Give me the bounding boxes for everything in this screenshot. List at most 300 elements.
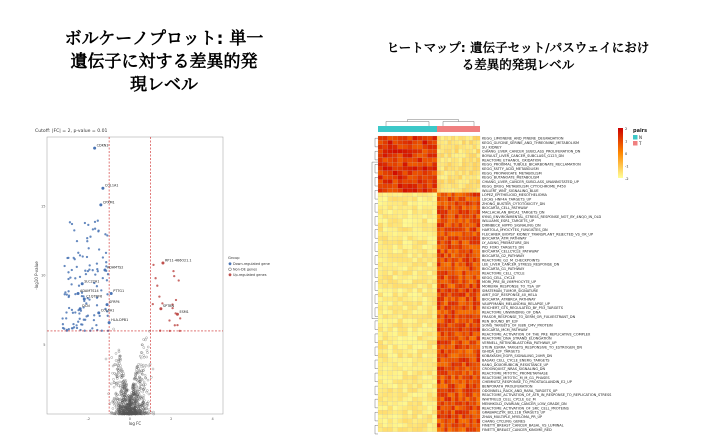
volcano-point-down — [106, 293, 108, 295]
heatmap-cell — [422, 297, 427, 301]
heatmap-cell — [388, 293, 393, 297]
heatmap-cell — [412, 210, 417, 214]
heatmap-cell — [412, 327, 417, 331]
heatmap-cell — [437, 345, 441, 349]
heatmap-cell — [444, 184, 448, 188]
heatmap-cell — [448, 184, 452, 188]
heatmap-cell — [408, 149, 413, 153]
heatmap-cell — [412, 184, 417, 188]
heatmap-cell — [417, 301, 422, 305]
heatmap-cell — [448, 388, 452, 392]
heatmap-cell — [444, 158, 448, 162]
volcano-point-down — [74, 293, 76, 295]
heatmap-cell — [408, 345, 413, 349]
heatmap-cell — [476, 223, 480, 227]
heatmap-cell — [388, 380, 393, 384]
heatmap-cell — [441, 314, 445, 318]
heatmap-cell — [444, 327, 448, 331]
heatmap-cell — [448, 397, 452, 401]
heatmap-cell — [388, 336, 393, 340]
heatmap-cell — [378, 306, 383, 310]
heatmap-cell — [383, 301, 388, 305]
heatmap-cell — [455, 336, 459, 340]
heatmap-cell — [378, 349, 383, 353]
heatmap-cell — [412, 262, 417, 266]
heatmap-cell — [378, 327, 383, 331]
heatmap-cell — [455, 393, 459, 397]
heatmap-annotation-T — [437, 126, 480, 132]
heatmap-cell — [408, 219, 413, 223]
heatmap-cell — [437, 140, 441, 144]
heatmap-row-label: LOPEZ_EPITHELIOID_MESOTHELIOMA — [482, 193, 547, 198]
heatmap-cell — [427, 145, 432, 149]
heatmap-cell — [451, 401, 455, 405]
volcano-point-up — [152, 303, 154, 305]
heatmap-cell — [451, 297, 455, 301]
dendrogram-branch — [375, 269, 378, 278]
heatmap-cell — [462, 345, 466, 349]
heatmap-cell — [393, 280, 398, 284]
heatmap-cell — [388, 388, 393, 392]
volcano-y-tick-label: 10 — [41, 273, 46, 278]
volcano-point-up — [158, 295, 160, 297]
heatmap-cell — [444, 332, 448, 336]
heatmap-cell — [437, 327, 441, 331]
heatmap-cell — [473, 149, 477, 153]
heatmap-cell — [441, 136, 445, 140]
heatmap-cell — [466, 180, 470, 184]
heatmap-cell — [444, 319, 448, 323]
heatmap-cell — [408, 297, 413, 301]
heatmap-cell — [451, 232, 455, 236]
heatmap-colorbar-tick: -1 — [625, 164, 629, 169]
heatmap-cell — [437, 227, 441, 231]
heatmap-cell — [422, 271, 427, 275]
heatmap-cell — [422, 384, 427, 388]
heatmap-cell — [469, 332, 473, 336]
heatmap-cell — [444, 301, 448, 305]
heatmap-cell — [432, 319, 437, 323]
heatmap-cell — [469, 367, 473, 371]
heatmap-cell — [459, 414, 463, 418]
heatmap-cell — [437, 319, 441, 323]
heatmap-cell — [473, 427, 477, 431]
heatmap-cell — [455, 240, 459, 244]
heatmap-cell — [462, 397, 466, 401]
heatmap-cell — [476, 362, 480, 366]
heatmap-cell — [403, 258, 408, 262]
heatmap-row-label: REACTOME_DNA_STRAND_ELONGATION — [482, 336, 552, 341]
heatmap-cell — [462, 323, 466, 327]
heatmap-cell — [388, 240, 393, 244]
volcano-point-down — [69, 276, 71, 278]
volcano-gene-label: COL1A1 — [104, 183, 119, 188]
heatmap-row-label: REACTOME_ETHANOL_OXIDATION — [482, 158, 542, 163]
heatmap-cell — [469, 145, 473, 149]
heatmap-cell — [462, 253, 466, 257]
volcano-gene-label: CPXM1 — [102, 200, 115, 205]
heatmap-cell — [432, 401, 437, 405]
heatmap-cell — [408, 280, 413, 284]
heatmap-cell — [476, 410, 480, 414]
volcano-plot-title — [18, 28, 310, 97]
heatmap-cell — [388, 262, 393, 266]
heatmap-cell — [432, 419, 437, 423]
heatmap-cell — [403, 223, 408, 227]
heatmap-cell — [378, 410, 383, 414]
heatmap-cell — [393, 158, 398, 162]
heatmap-cell — [466, 284, 470, 288]
heatmap-cell — [403, 427, 408, 431]
heatmap-cell — [427, 227, 432, 231]
heatmap-cell — [476, 406, 480, 410]
heatmap-row-label: KEGG_LIMONENE_AND_PINENE_DEGRADATION — [482, 136, 564, 141]
heatmap-cell — [437, 371, 441, 375]
heatmap-cell — [444, 367, 448, 371]
heatmap-cell — [444, 236, 448, 240]
heatmap-cell — [441, 193, 445, 197]
heatmap-cell — [451, 153, 455, 157]
heatmap-cell — [459, 153, 463, 157]
heatmap-cell — [476, 171, 480, 175]
heatmap-cell — [417, 393, 422, 397]
heatmap-cell — [422, 158, 427, 162]
heatmap-cell — [455, 414, 459, 418]
heatmap-cell — [383, 384, 388, 388]
heatmap-cell — [422, 301, 427, 305]
heatmap-cell — [417, 236, 422, 240]
heatmap-cell — [432, 184, 437, 188]
heatmap-cell — [448, 245, 452, 249]
heatmap-cell — [403, 206, 408, 210]
heatmap-cell — [378, 158, 383, 162]
heatmap-cell — [393, 136, 398, 140]
heatmap-cell — [444, 166, 448, 170]
heatmap-cell — [403, 327, 408, 331]
heatmap-cell — [437, 384, 441, 388]
heatmap-row-label: BIOCARTA_ATRBRCA_PATHWAY — [482, 297, 536, 302]
heatmap-cell — [412, 249, 417, 253]
heatmap-row-dendrogram — [372, 138, 378, 434]
heatmap-cell — [444, 149, 448, 153]
heatmap-cell — [451, 145, 455, 149]
heatmap-cell — [422, 354, 427, 358]
heatmap-cell — [378, 280, 383, 284]
heatmap-legend-entry: T — [639, 141, 642, 146]
volcano-point-down — [104, 233, 106, 235]
heatmap-cell — [455, 175, 459, 179]
heatmap-row-label: LY_AGING_PREMATURE_DN — [482, 240, 529, 245]
heatmap-cell — [444, 249, 448, 253]
heatmap-cell — [451, 245, 455, 249]
heatmap-title-line-1: ヒートマップ: 遺伝子セット/パスウェイにおけ — [386, 40, 650, 55]
volcano-point-down — [65, 317, 67, 319]
heatmap-cell — [441, 197, 445, 201]
heatmap-cell — [412, 136, 417, 140]
heatmap-cell — [422, 397, 427, 401]
heatmap-cell — [408, 327, 413, 331]
heatmap-cell — [412, 427, 417, 431]
heatmap-cell — [398, 245, 403, 249]
heatmap-cell — [403, 393, 408, 397]
heatmap-cell — [476, 393, 480, 397]
heatmap-cell — [437, 301, 441, 305]
heatmap-cell — [451, 327, 455, 331]
heatmap-cell — [383, 410, 388, 414]
heatmap-cell — [462, 371, 466, 375]
heatmap-row-label: ZHAN_MULTIPLE_MYELOMA_PR_UP — [482, 414, 543, 419]
heatmap-cell — [383, 258, 388, 262]
heatmap-cell — [388, 249, 393, 253]
volcano-point-down — [92, 228, 94, 230]
heatmap-cell — [444, 175, 448, 179]
heatmap-cell — [398, 275, 403, 279]
heatmap-cell — [455, 262, 459, 266]
heatmap-cell — [441, 162, 445, 166]
heatmap-cell — [462, 284, 466, 288]
heatmap-cell — [437, 375, 441, 379]
heatmap-cell — [444, 258, 448, 262]
heatmap-cell — [393, 349, 398, 353]
heatmap-cell — [422, 349, 427, 353]
heatmap-cell — [403, 349, 408, 353]
heatmap-cell — [476, 267, 480, 271]
heatmap-cell — [422, 136, 427, 140]
heatmap-cell — [398, 297, 403, 301]
heatmap-cell — [398, 362, 403, 366]
heatmap-cell — [459, 184, 463, 188]
heatmap-cell — [408, 236, 413, 240]
heatmap-cell — [408, 267, 413, 271]
heatmap-row-label: KEGG_FATTY_ACID_METABOLISM — [482, 167, 539, 172]
heatmap-cell — [427, 427, 432, 431]
heatmap-cell — [451, 197, 455, 201]
heatmap-cell — [469, 262, 473, 266]
heatmap-cell — [427, 210, 432, 214]
heatmap-cell — [466, 184, 470, 188]
heatmap-cell — [469, 210, 473, 214]
heatmap-cell — [459, 162, 463, 166]
heatmap-cell — [432, 336, 437, 340]
heatmap-cell — [473, 253, 477, 257]
heatmap-cell — [444, 384, 448, 388]
heatmap-cell — [388, 397, 393, 401]
heatmap-cell — [398, 310, 403, 314]
heatmap-cell — [451, 253, 455, 257]
heatmap-cell — [441, 367, 445, 371]
heatmap-cell — [462, 175, 466, 179]
volcano-title-line-3: 現レベル — [130, 74, 198, 95]
heatmap-cell — [437, 419, 441, 423]
heatmap-cell — [417, 336, 422, 340]
heatmap-cell — [437, 336, 441, 340]
heatmap-cell — [383, 249, 388, 253]
volcano-point-down — [102, 277, 104, 279]
heatmap-cell — [441, 262, 445, 266]
heatmap-cell — [437, 171, 441, 175]
heatmap-cell — [417, 219, 422, 223]
heatmap-cell — [466, 380, 470, 384]
heatmap-cell — [393, 340, 398, 344]
heatmap-cell — [417, 145, 422, 149]
heatmap-cell — [476, 288, 480, 292]
heatmap-cell — [432, 414, 437, 418]
heatmap-cell — [473, 158, 477, 162]
heatmap-cell — [403, 175, 408, 179]
heatmap-cell — [388, 340, 393, 344]
heatmap-cell — [383, 153, 388, 157]
volcano-point-down — [76, 266, 78, 268]
heatmap-cell — [378, 175, 383, 179]
heatmap-cell — [417, 367, 422, 371]
heatmap-cell — [398, 249, 403, 253]
heatmap-cell — [383, 314, 388, 318]
heatmap-cell — [408, 332, 413, 336]
heatmap-cell — [469, 340, 473, 344]
heatmap-cell — [455, 358, 459, 362]
heatmap-cell — [388, 406, 393, 410]
heatmap-cell — [451, 340, 455, 344]
heatmap-cell — [422, 227, 427, 231]
heatmap-title — [368, 40, 668, 74]
heatmap-cell — [383, 380, 388, 384]
volcano-point-down — [75, 324, 77, 326]
heatmap-cell — [459, 166, 463, 170]
heatmap-cell — [437, 297, 441, 301]
heatmap-cell — [476, 297, 480, 301]
heatmap-cell — [462, 149, 466, 153]
heatmap-cell — [388, 175, 393, 179]
heatmap-cell — [388, 258, 393, 262]
heatmap-cell — [469, 227, 473, 231]
heatmap-cell — [388, 314, 393, 318]
heatmap-cell — [383, 214, 388, 218]
heatmap-cell — [469, 184, 473, 188]
heatmap-cell — [417, 245, 422, 249]
heatmap-cell — [444, 227, 448, 231]
heatmap-cell — [393, 249, 398, 253]
heatmap-cell — [398, 349, 403, 353]
heatmap-cell — [462, 153, 466, 157]
heatmap-cell — [473, 180, 477, 184]
heatmap-cell — [403, 310, 408, 314]
heatmap-cell — [398, 210, 403, 214]
heatmap-row-label: KEGG_BUTANOATE_METABOLISM — [482, 175, 540, 180]
heatmap-cell — [476, 388, 480, 392]
heatmap-cell — [455, 323, 459, 327]
heatmap-cell — [462, 375, 466, 379]
heatmap-cell — [403, 184, 408, 188]
heatmap-cell — [417, 175, 422, 179]
heatmap-cell — [476, 293, 480, 297]
volcano-point-up — [173, 275, 175, 277]
heatmap-cell — [473, 219, 477, 223]
heatmap-cell — [455, 406, 459, 410]
heatmap-cell — [403, 262, 408, 266]
heatmap-row-label: BOYAULT_LIVER_CANCER_SUBCLASS_G123_DN — [482, 153, 564, 158]
heatmap-cell — [455, 327, 459, 331]
heatmap-cell — [427, 171, 432, 175]
heatmap-cell — [469, 180, 473, 184]
heatmap-cell — [427, 249, 432, 253]
heatmap-cell — [432, 175, 437, 179]
heatmap-cell — [398, 319, 403, 323]
heatmap-cell — [451, 193, 455, 197]
heatmap-cell — [476, 367, 480, 371]
heatmap-cell — [441, 219, 445, 223]
heatmap-cell — [448, 340, 452, 344]
heatmap-cell — [393, 427, 398, 431]
heatmap-cell — [451, 219, 455, 223]
heatmap-cell — [417, 314, 422, 318]
heatmap-cell — [473, 288, 477, 292]
heatmap-colorbar-tick: 0 — [625, 152, 628, 156]
heatmap-cell — [473, 410, 477, 414]
heatmap-cell — [476, 314, 480, 318]
heatmap-cell — [469, 410, 473, 414]
heatmap-cell — [473, 362, 477, 366]
heatmap-cell — [448, 193, 452, 197]
heatmap-cell — [441, 293, 445, 297]
heatmap-cell — [466, 136, 470, 140]
heatmap-cell — [393, 314, 398, 318]
heatmap-cell — [393, 275, 398, 279]
heatmap-cell — [455, 245, 459, 249]
heatmap-row-label: BIOCARTA_MCM_PATHWAY — [482, 327, 528, 332]
heatmap-cell — [469, 267, 473, 271]
heatmap-cell — [455, 371, 459, 375]
heatmap-cell — [398, 327, 403, 331]
heatmap-cell — [448, 258, 452, 262]
heatmap-cell — [393, 301, 398, 305]
heatmap-cell — [451, 275, 455, 279]
heatmap-cell — [466, 301, 470, 305]
heatmap-cell — [427, 384, 432, 388]
heatmap-cell — [398, 301, 403, 305]
heatmap-cell — [441, 166, 445, 170]
heatmap-cell — [437, 306, 441, 310]
heatmap-row-label: AMIT_EGF_RESPONSE_40_HELA — [482, 293, 538, 298]
heatmap-cell — [388, 136, 393, 140]
heatmap-cell — [455, 362, 459, 366]
heatmap-cell — [432, 284, 437, 288]
volcano-point-down — [86, 240, 88, 242]
heatmap-cell — [476, 423, 480, 427]
heatmap-cell — [469, 188, 473, 192]
heatmap-cell — [455, 149, 459, 153]
volcano-point-up — [178, 279, 180, 281]
heatmap-cell — [412, 140, 417, 144]
heatmap-cell — [388, 153, 393, 157]
heatmap-cell — [383, 306, 388, 310]
heatmap-cell — [448, 393, 452, 397]
heatmap-cell — [441, 358, 445, 362]
heatmap-cell — [455, 388, 459, 392]
heatmap-cell — [473, 354, 477, 358]
heatmap-cell — [469, 206, 473, 210]
heatmap-cell — [455, 201, 459, 205]
heatmap-cell — [408, 240, 413, 244]
heatmap-cell — [462, 140, 466, 144]
heatmap-cell — [403, 193, 408, 197]
heatmap-cell — [398, 258, 403, 262]
heatmap-cell — [476, 214, 480, 218]
heatmap-cell — [466, 410, 470, 414]
heatmap-cell — [427, 188, 432, 192]
heatmap-cell — [398, 371, 403, 375]
heatmap-cell — [437, 314, 441, 318]
heatmap-cell — [459, 306, 463, 310]
